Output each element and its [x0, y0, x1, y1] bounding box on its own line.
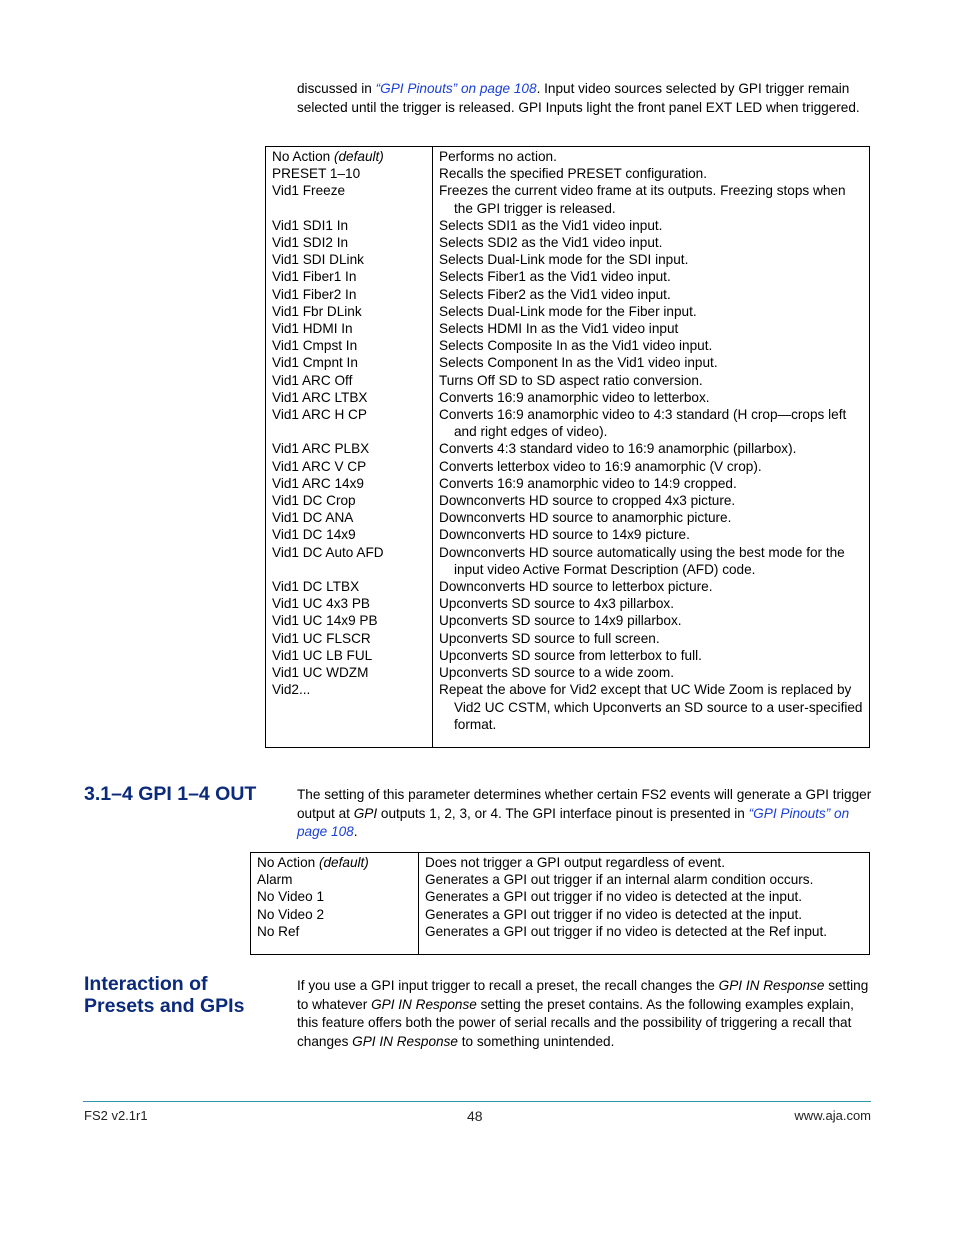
option-name	[257, 854, 413, 871]
option-name	[272, 526, 427, 543]
option-name	[272, 337, 427, 354]
option-description: Generates a GPI out trigger if no video is detected at the Ref input.	[425, 923, 828, 939]
option-name-text: Vid1 DC 14x9	[272, 527, 356, 543]
option-name	[272, 595, 427, 612]
interaction-t3: setting the preset contains. As the following examples explain, this feature offers both the power of serial recalls and the possibility of triggering a recall that changes	[297, 996, 854, 1049]
gpi-out-text-em: GPI	[353, 805, 378, 821]
option-name-text: No Video 1	[257, 889, 325, 905]
gpi-out-option-column	[251, 853, 419, 955]
option-name	[272, 664, 427, 681]
option-name	[272, 440, 427, 457]
gpi-out-text-a: The setting of this parameter determines whether certain FS2 events will generate a GPI trigger output at	[297, 787, 872, 821]
option-name	[257, 888, 413, 905]
option-name	[272, 354, 427, 371]
option-description: Selects HDMI In as the Vid1 video input	[439, 321, 679, 337]
option-description: Generates a GPI out trigger if no video is detected at the input.	[425, 889, 803, 905]
option-name-text: Alarm	[257, 872, 293, 888]
option-name	[272, 372, 427, 389]
option-name-text: No Ref	[257, 923, 300, 939]
footer-rule	[83, 1101, 871, 1102]
option-name-text: PRESET 1–10	[272, 166, 361, 182]
option-description: Selects Dual-Link mode for the SDI input.	[439, 252, 689, 268]
intro-paragraph	[297, 80, 872, 117]
option-description: Selects SDI1 as the Vid1 video input.	[439, 217, 663, 233]
option-name-text: Vid1 SDI1 In	[272, 217, 349, 233]
option-name	[272, 612, 427, 629]
option-name	[272, 509, 427, 526]
gpi-out-text-b: outputs 1, 2, 3, or 4. The GPI interface pinout is presented in	[377, 805, 749, 821]
option-description: Converts 16:9 anamorphic video to letterbox.	[439, 389, 710, 405]
option-name-text: Vid1 Cmpnt In	[272, 355, 358, 371]
intro-suffix: . Input video sources selected by GPI trigger remain selected until the trigger is released. GPI Inputs light the front panel EXT LED when triggered.	[297, 81, 860, 115]
option-name-text: Vid1 Cmpst In	[272, 338, 358, 354]
option-name	[272, 268, 427, 285]
intro-prefix: discussed in	[297, 81, 376, 96]
option-name-text: Vid2...	[272, 682, 311, 698]
option-description: Generates a GPI out trigger if no video is detected at the input.	[425, 906, 803, 922]
footer-version: FS2 v2.1r1	[84, 1108, 148, 1123]
gpi-pinouts-link[interactable]: “GPI Pinouts” on page 108	[375, 81, 537, 96]
gpi-in-option-column	[266, 147, 433, 748]
option-description: Repeat the above for Vid2 except that UC Wide Zoom is replaced by Vid2 UC CSTM, which Upconverts an SD source to a user-specified format.	[439, 682, 863, 732]
option-description: Downconverts HD source to anamorphic picture.	[439, 510, 732, 526]
option-description: Upconverts SD source from letterbox to full.	[439, 647, 702, 663]
option-name	[272, 182, 427, 216]
option-name-text: Vid1 SDI DLink	[272, 252, 364, 268]
option-name	[272, 475, 427, 492]
option-name-text: Vid1 ARC Off	[272, 372, 353, 388]
option-description: Downconverts HD source to cropped 4x3 picture.	[439, 493, 736, 509]
interaction-em1: GPI IN Response	[718, 978, 825, 993]
option-name-text: No Video 2	[257, 906, 325, 922]
interaction-em2: GPI IN Response	[371, 996, 477, 1012]
option-name-text: Vid1 UC 4x3 PB	[272, 596, 370, 612]
option-description: Selects Fiber1 as the Vid1 video input.	[439, 269, 671, 285]
option-name	[272, 492, 427, 509]
option-name	[272, 165, 427, 182]
option-name-text: Vid1 ARC 14x9	[272, 475, 364, 491]
option-description: Upconverts SD source to a wide zoom.	[439, 665, 674, 681]
option-name	[257, 871, 413, 888]
interaction-heading	[84, 973, 244, 1017]
option-name	[272, 458, 427, 475]
option-name	[272, 148, 427, 165]
option-name	[272, 234, 427, 251]
option-name	[272, 630, 427, 647]
option-description: Selects Dual-Link mode for the Fiber input.	[439, 303, 697, 319]
option-description: Recalls the specified PRESET configuration.	[439, 166, 707, 182]
option-name	[272, 286, 427, 303]
option-name-text: Vid1 Freeze	[272, 183, 346, 199]
option-name-text: Vid1 HDMI In	[272, 321, 353, 337]
option-description: Selects Composite In as the Vid1 video input.	[439, 338, 713, 354]
option-name	[272, 647, 427, 664]
option-name-text: Vid1 DC Crop	[272, 493, 356, 509]
footer-website[interactable]: www.aja.com	[794, 1108, 871, 1123]
interaction-paragraph	[297, 977, 872, 1051]
footer-page-number: 48	[467, 1108, 483, 1124]
gpi-out-heading: 3.1–4 GPI 1–4 OUT	[84, 783, 257, 805]
option-name-text: Vid1 Fbr DLink	[272, 303, 362, 319]
option-name-text: Vid1 UC LB FUL	[272, 647, 373, 663]
option-name-text: Vid1 Fiber2 In	[272, 286, 357, 302]
interaction-t2: setting to whatever	[297, 978, 869, 1012]
gpi-out-table	[250, 852, 870, 955]
option-name-text: Vid1 UC 14x9 PB	[272, 613, 378, 629]
option-description: Downconverts HD source to 14x9 picture.	[439, 527, 690, 543]
option-name	[257, 906, 413, 923]
option-name-text: Vid1 SDI2 In	[272, 235, 349, 251]
option-name-text: Vid1 ARC LTBX	[272, 389, 368, 405]
option-description: Converts 16:9 anamorphic video to 4:3 standard (H crop—crops left and right edges of video).	[439, 407, 847, 440]
option-name	[272, 303, 427, 320]
option-name	[272, 681, 427, 733]
interaction-heading-line1: Interaction of	[84, 973, 208, 995]
gpi-out-pinouts-link[interactable]: “GPI Pinouts” on page 108	[297, 805, 850, 840]
option-name	[272, 406, 427, 440]
gpi-in-description-column	[433, 147, 870, 748]
option-description: Upconverts SD source to 4x3 pillarbox.	[439, 596, 674, 612]
option-description: Does not trigger a GPI output regardless of event.	[425, 855, 725, 870]
interaction-em3: GPI IN Response	[352, 1033, 458, 1049]
option-name-text: Vid1 ARC V CP	[272, 458, 367, 474]
interaction-t4: to something unintended.	[457, 1033, 615, 1049]
option-name-text: Vid1 DC Auto AFD	[272, 544, 384, 560]
option-name-text: Vid1 ARC H CP	[272, 407, 367, 423]
option-description: Downconverts HD source automatically using the best mode for the input video Active Format Description (AFD) code.	[439, 544, 845, 577]
option-name-text: Vid1 UC WDZM	[272, 665, 369, 681]
option-name	[272, 320, 427, 337]
option-name-text: No Action	[272, 149, 331, 164]
option-description: Selects Component In as the Vid1 video input.	[439, 355, 718, 371]
interaction-t1: If you use a GPI input trigger to recall a preset, the recall changes the	[297, 978, 719, 993]
gpi-out-text-c: .	[353, 824, 358, 840]
option-name-text: Vid1 UC FLSCR	[272, 630, 371, 646]
option-name-text: Vid1 DC ANA	[272, 510, 354, 526]
option-name-text: No Action	[257, 855, 316, 870]
option-name	[272, 578, 427, 595]
option-description: Converts 4:3 standard video to 16:9 anamorphic (pillarbox).	[439, 441, 797, 457]
option-description: Selects SDI2 as the Vid1 video input.	[439, 235, 663, 251]
option-default-note: (default)	[333, 149, 384, 164]
option-description: Selects Fiber2 as the Vid1 video input.	[439, 286, 671, 302]
option-name-text: Vid1 Fiber1 In	[272, 269, 357, 285]
option-description: Downconverts HD source to letterbox picture.	[439, 579, 713, 595]
gpi-out-description-column	[419, 853, 870, 955]
option-name-text: Vid1 DC LTBX	[272, 579, 360, 595]
option-description: Generates a GPI out trigger if an internal alarm condition occurs.	[425, 872, 814, 888]
option-name-text: Vid1 ARC PLBX	[272, 441, 370, 457]
option-default-note: (default)	[318, 855, 369, 870]
option-description: Upconverts SD source to 14x9 pillarbox.	[439, 613, 682, 629]
gpi-out-paragraph	[297, 786, 872, 842]
option-name	[272, 217, 427, 234]
option-name	[272, 389, 427, 406]
option-name	[272, 544, 427, 578]
option-description: Converts letterbox video to 16:9 anamorphic (V crop).	[439, 458, 762, 474]
option-description: Freezes the current video frame at its outputs. Freezing stops when the GPI trigger is released.	[439, 183, 846, 216]
interaction-heading-line2: Presets and GPIs	[84, 995, 245, 1017]
option-description: Turns Off SD to SD aspect ratio conversion.	[439, 372, 703, 388]
option-description: Performs no action.	[439, 149, 557, 164]
option-name	[272, 251, 427, 268]
option-description: Converts 16:9 anamorphic video to 14:9 cropped.	[439, 475, 737, 491]
option-name	[257, 923, 413, 940]
option-description: Upconverts SD source to full screen.	[439, 630, 660, 646]
gpi-in-table	[265, 146, 870, 748]
